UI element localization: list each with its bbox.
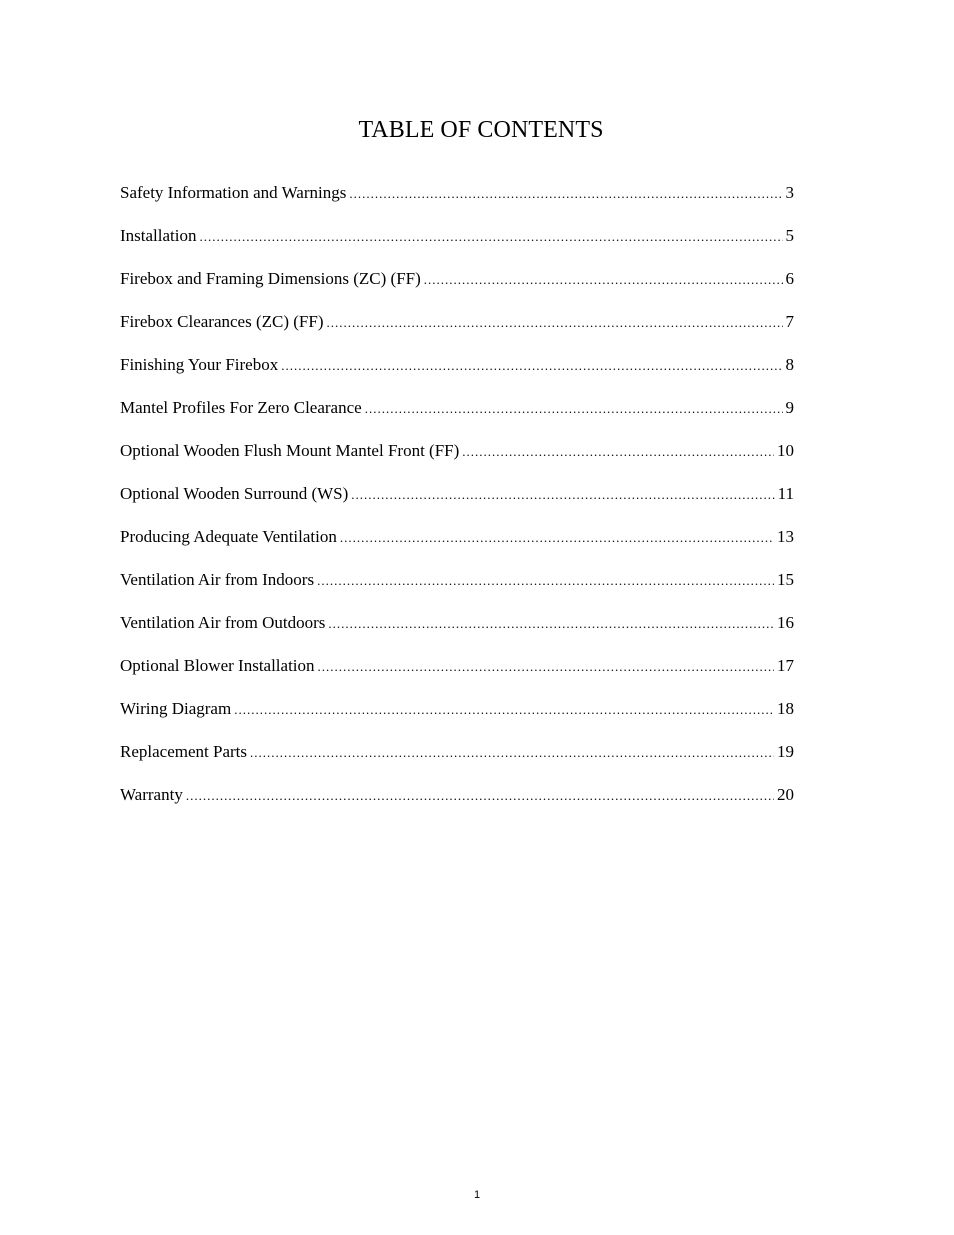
toc-entry-installation[interactable] xyxy=(120,224,794,267)
toc-dot-leader xyxy=(462,440,774,464)
toc-dot-leader xyxy=(424,268,783,292)
toc-dot-leader xyxy=(317,569,774,593)
toc-entry-firebox-clearances[interactable] xyxy=(120,310,794,353)
toc-entry-page: 3 xyxy=(785,183,794,202)
toc-dot-leader xyxy=(318,655,774,679)
toc-entry-page: 9 xyxy=(785,398,794,417)
toc-entry-title: Warranty xyxy=(120,785,183,804)
toc-dot-leader xyxy=(340,526,774,550)
toc-entry-title: Optional Wooden Surround (WS) xyxy=(120,484,349,503)
toc-entry-title: Firebox Clearances (ZC) (FF) xyxy=(120,312,324,331)
toc-entry-page: 10 xyxy=(777,441,794,460)
toc-entry-title: Firebox and Framing Dimensions (ZC) (FF) xyxy=(120,269,421,288)
toc-dot-leader xyxy=(328,612,774,636)
toc-dot-leader xyxy=(326,311,782,335)
toc-entry-flush-mount-mantel-front[interactable] xyxy=(120,439,794,482)
toc-entry-replacement-parts[interactable] xyxy=(120,740,794,783)
toc-entry-page: 16 xyxy=(777,613,794,632)
toc-entry-page: 13 xyxy=(777,527,794,546)
toc-entry-page: 5 xyxy=(785,226,794,245)
toc-entry-title: Installation xyxy=(120,226,197,245)
toc-entry-page: 11 xyxy=(777,484,794,503)
toc-entry-safety-information[interactable] xyxy=(120,181,794,224)
toc-entry-ventilation-indoors[interactable] xyxy=(120,568,794,611)
toc-entry-title: Finishing Your Firebox xyxy=(120,355,279,374)
toc-dot-leader xyxy=(351,483,774,507)
toc-entry-title: Ventilation Air from Indoors xyxy=(120,570,315,589)
toc-entry-adequate-ventilation[interactable] xyxy=(120,525,794,568)
toc-dot-leader xyxy=(365,397,783,421)
toc-entry-wooden-surround[interactable] xyxy=(120,482,794,525)
toc-dot-leader xyxy=(186,784,774,808)
toc-entry-page: 20 xyxy=(777,785,794,804)
toc-entry-page: 8 xyxy=(785,355,794,374)
toc-entry-firebox-framing-dimensions[interactable] xyxy=(120,267,794,310)
toc-entry-title: Optional Blower Installation xyxy=(120,656,315,675)
toc-entry-blower-installation[interactable] xyxy=(120,654,794,697)
table-of-contents xyxy=(120,181,794,826)
toc-entry-page: 19 xyxy=(777,742,794,761)
toc-entry-ventilation-outdoors[interactable] xyxy=(120,611,794,654)
toc-entry-mantel-profiles[interactable] xyxy=(120,396,794,439)
page-number: 1 xyxy=(473,1189,481,1201)
toc-entry-page: 17 xyxy=(777,656,794,675)
toc-dot-leader xyxy=(199,225,782,249)
page-title: TABLE OF CONTENTS xyxy=(358,117,604,143)
toc-entry-page: 6 xyxy=(785,269,794,288)
toc-entry-title: Mantel Profiles For Zero Clearance xyxy=(120,398,362,417)
toc-entry-title: Safety Information and Warnings xyxy=(120,183,347,202)
toc-dot-leader xyxy=(234,698,774,722)
toc-entry-title: Optional Wooden Flush Mount Mantel Front (FF) xyxy=(120,441,460,460)
toc-entry-title: Wiring Diagram xyxy=(120,699,232,718)
toc-entry-page: 7 xyxy=(785,312,794,331)
toc-dot-leader xyxy=(250,741,774,765)
toc-entry-finishing-your-firebox[interactable] xyxy=(120,353,794,396)
toc-entry-warranty[interactable] xyxy=(120,783,794,826)
toc-entry-title: Ventilation Air from Outdoors xyxy=(120,613,326,632)
toc-entry-page: 18 xyxy=(777,699,794,718)
toc-dot-leader xyxy=(281,354,782,378)
toc-dot-leader xyxy=(349,182,782,206)
toc-entry-title: Producing Adequate Ventilation xyxy=(120,527,337,546)
toc-entry-title: Replacement Parts xyxy=(120,742,247,761)
toc-entry-wiring-diagram[interactable] xyxy=(120,697,794,740)
toc-entry-page: 15 xyxy=(777,570,794,589)
